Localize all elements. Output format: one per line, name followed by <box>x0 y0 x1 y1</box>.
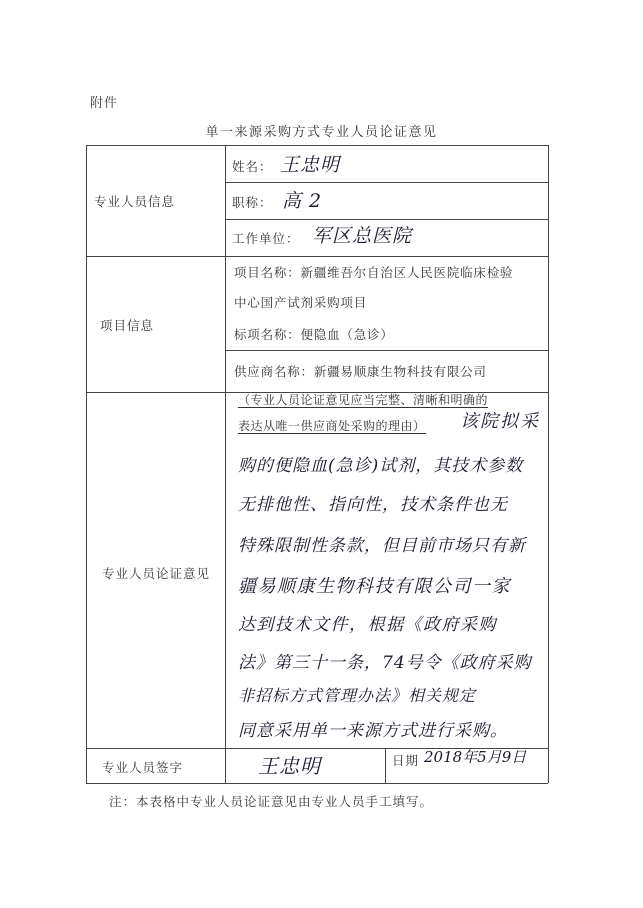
opinion-label: 专业人员论证意见 <box>102 566 211 581</box>
opinion-line-4: 疆易顺康生物科技有限公司一家 <box>238 576 511 597</box>
supplier-line <box>234 362 487 380</box>
bid-label: 标项名称： <box>234 327 301 342</box>
row-divider-title <box>225 219 548 220</box>
unit-value: 军区总医院 <box>312 225 413 247</box>
name-label: 姓名： <box>232 159 273 174</box>
opinion-line-1: 购的便隐血(急诊)试剂，其技术参数 <box>238 456 524 476</box>
instruction-part1: （专业人员论证意见应当完整、清晰和明确的 <box>238 393 489 407</box>
signature-value: 王忠明 <box>258 754 321 778</box>
row-divider-bid <box>225 350 548 351</box>
name-value: 王忠明 <box>280 154 341 176</box>
supplier-label: 供应商名称： <box>234 364 314 379</box>
table-border-right <box>548 145 549 783</box>
row-divider-name <box>225 182 548 183</box>
supplier-value: 新疆易顺康生物科技有限公司 <box>313 364 487 379</box>
signature-label: 专业人员签字 <box>102 760 184 775</box>
project-info-label: 项目信息 <box>100 318 155 333</box>
opinion-line-5: 达到技术文件，根据《政府采购 <box>238 615 497 635</box>
opinion-line-3: 特殊限制性条款，但目前市场只有新 <box>238 536 526 556</box>
opinion-line-8: 同意采用单一来源方式进行采购。 <box>238 721 508 741</box>
attachment-label: 附件 <box>90 96 119 111</box>
table-border-top <box>86 145 548 146</box>
document-title: 单一来源采购方式专业人员论证意见 <box>205 125 438 140</box>
expert-info-label: 专业人员信息 <box>94 194 176 209</box>
instruction-part2: 表达从唯一供应商处采购的理由） <box>238 419 426 433</box>
project-name-line1 <box>234 263 513 281</box>
date-value: 2018年5月9日 <box>424 748 527 766</box>
title-label: 职称： <box>232 195 273 210</box>
bid-line <box>234 325 394 343</box>
project-name-label: 项目名称： <box>234 265 301 280</box>
opinion-line-6: 法》第三十一条，74号令《政府采购 <box>238 653 532 673</box>
title-value: 高 2 <box>282 190 323 212</box>
opinion-line-0: 该院拟采 <box>460 411 540 432</box>
date-label: 日期 <box>392 753 420 768</box>
project-name-line2: 中心国产试剂采购项目 <box>234 295 368 310</box>
bid-value: 便隐血（急诊） <box>300 327 394 342</box>
project-name-value: 新疆维吾尔自治区人民医院临床检验 <box>300 265 514 280</box>
table-border-bottom <box>86 783 548 784</box>
table-border-left <box>86 145 87 783</box>
unit-label: 工作单位： <box>232 231 300 246</box>
opinion-line-2: 无排他性、指向性，技术条件也无 <box>238 495 508 515</box>
row-divider-expert <box>86 256 548 257</box>
column-divider-signature <box>385 748 386 783</box>
column-divider <box>225 145 226 783</box>
footer-note: 注：本表格中专业人员论证意见由专业人员手工填写。 <box>109 794 434 809</box>
opinion-line-7: 非招标方式管理办法》相关规定 <box>238 686 477 705</box>
